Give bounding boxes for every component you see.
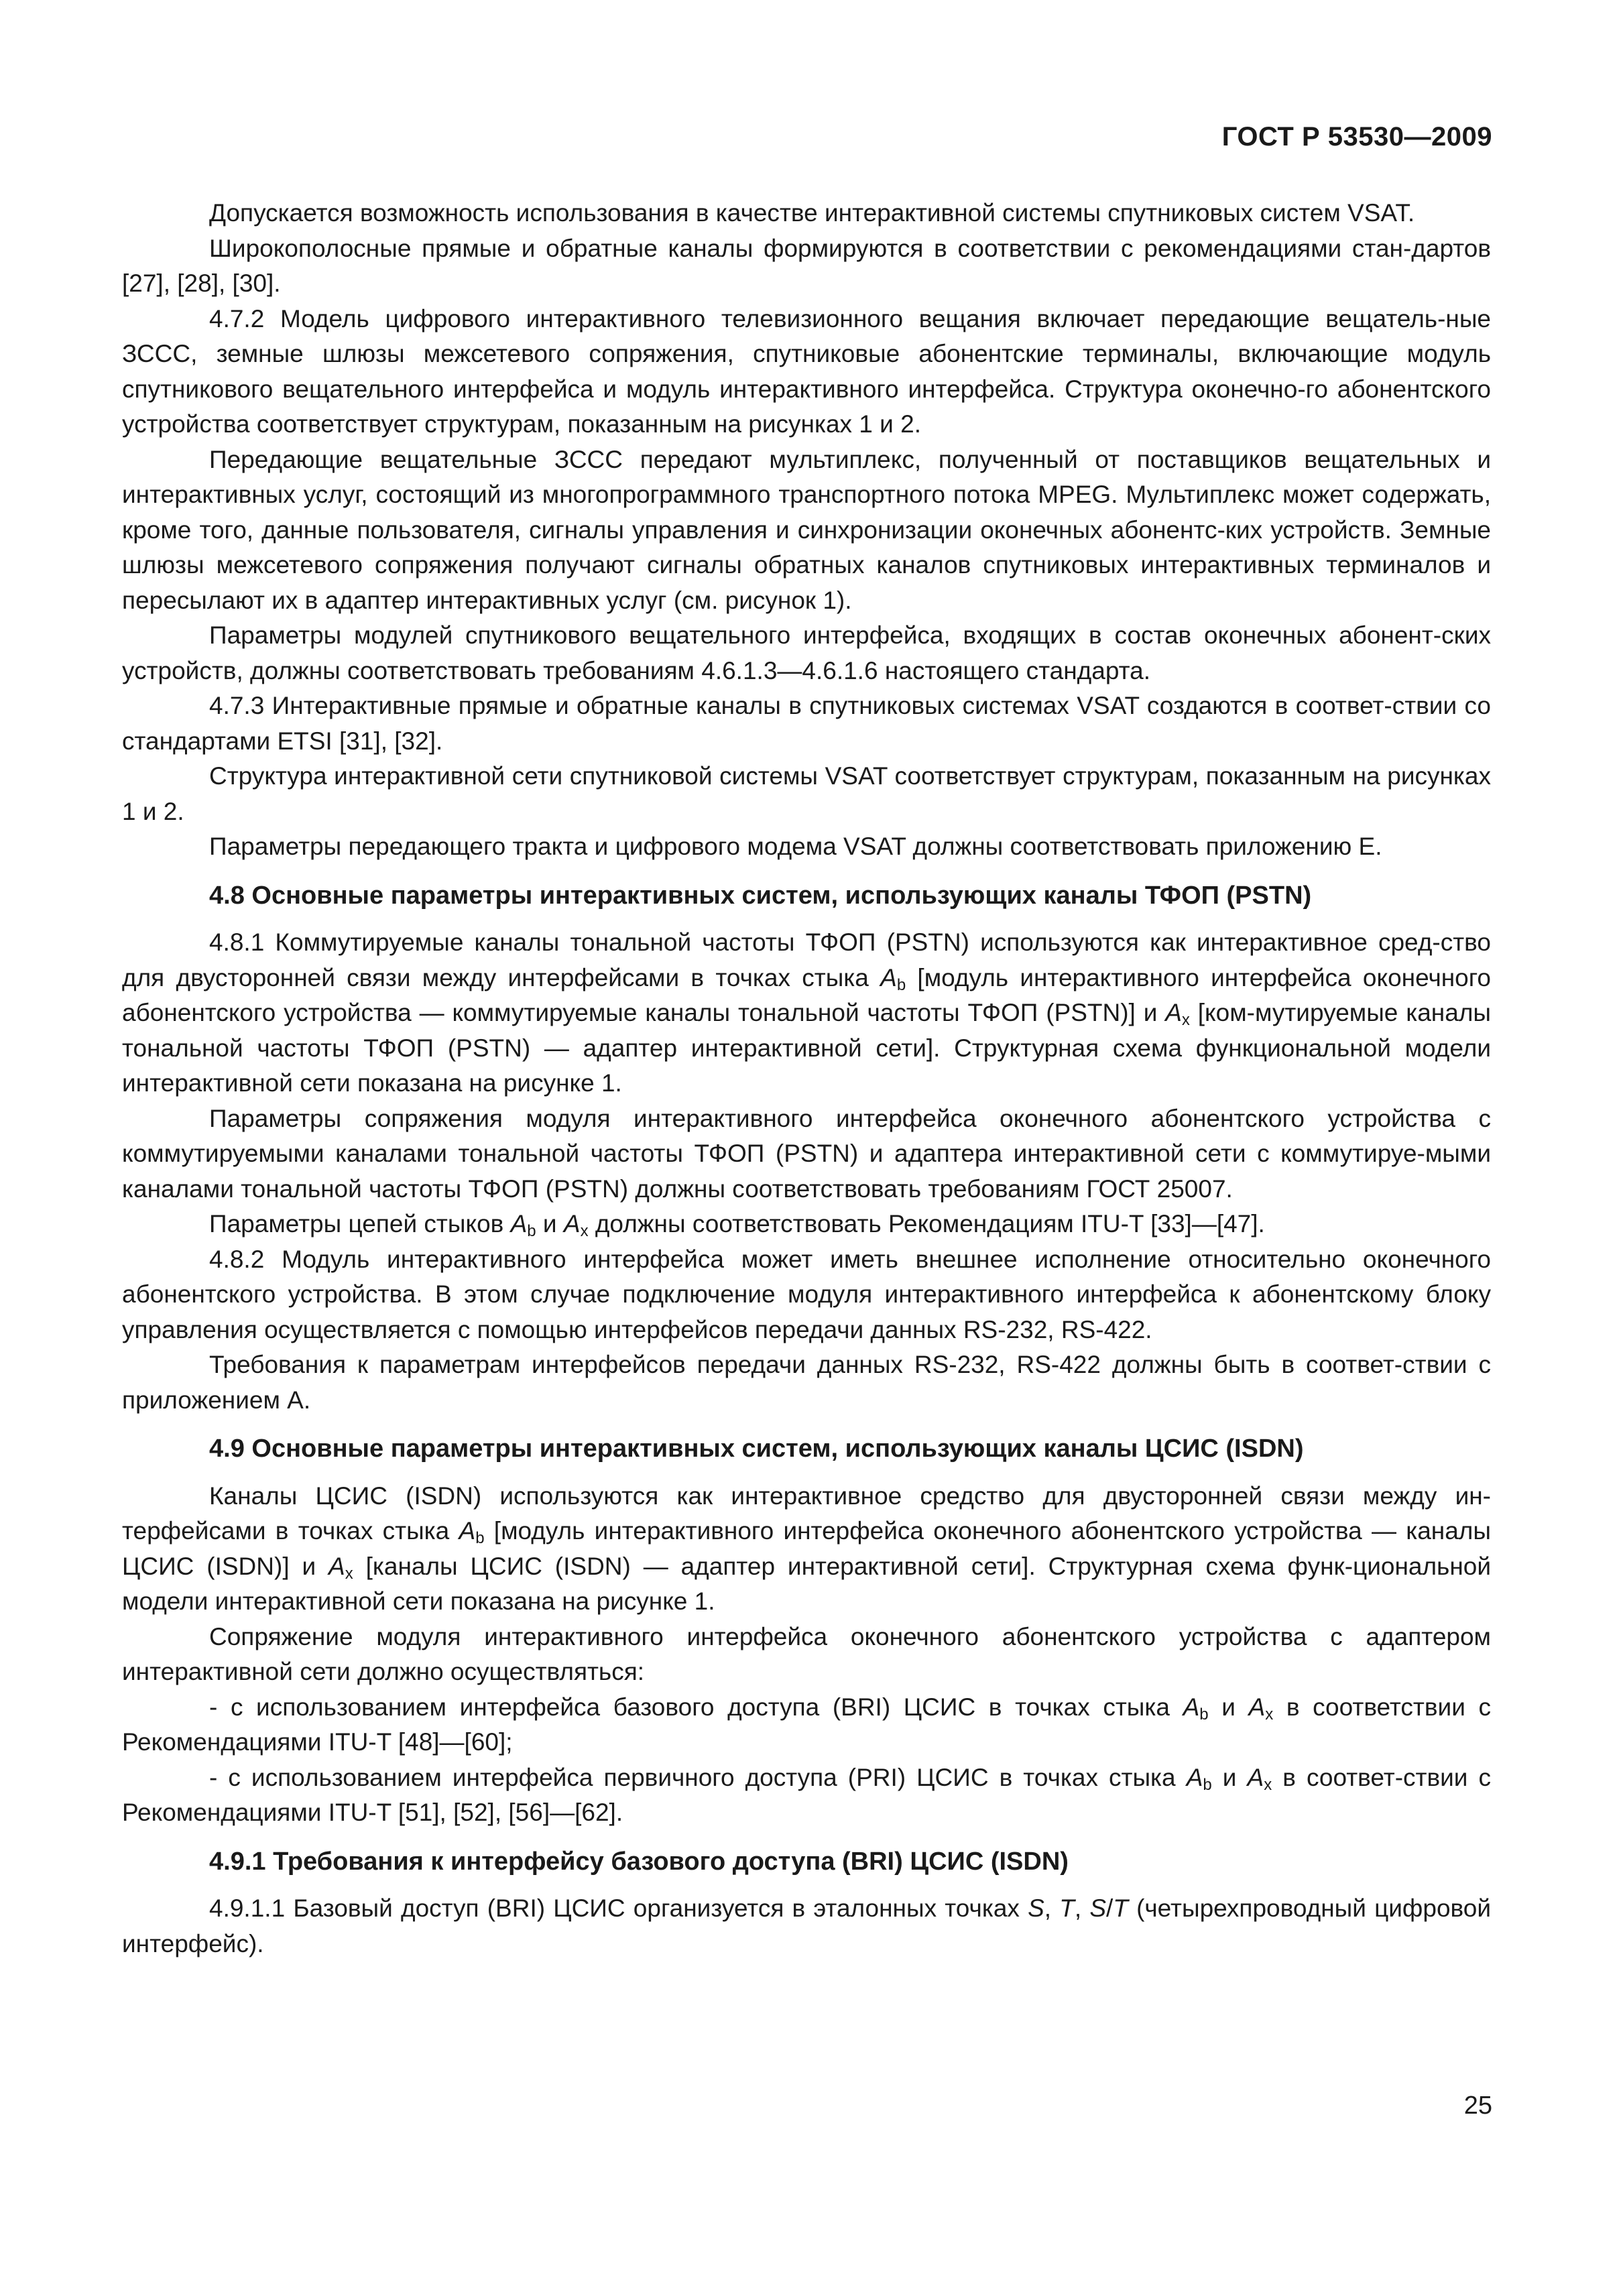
paragraph: 4.9.1.1 Базовый доступ (BRI) ЦСИС организуется в эталонных точках S, T, S/T (четырехпроводный цифровой интерфейс). [122, 1894, 1492, 1957]
section-heading-4-9-1: 4.9.1 Требования к интерфейсу базового доступа (BRI) ЦСИС (ISDN) [209, 1847, 1069, 1876]
paragraph: Параметры модулей спутникового вещательного интерфейса, входящих в состав оконечных абонент-ских устройств, должны соответствовать требованиям 4.6.1.3—4.6.1.6 настоящего стандарта. [122, 621, 1491, 684]
page-number: 25 [1463, 2092, 1492, 2120]
paragraph: 4.8.2 Модуль интерактивного интерфейса может иметь внешнее исполнение относительно оконечного абонентского устройства. В этом случае подключение модуля интерактивного интерфейса к абонентскому блоку управления осуществляется с помощью интерфейсов передачи данных RS-232, RS-422. [122, 1245, 1491, 1343]
section-heading-4-9: 4.9 Основные параметры интерактивных систем, использующих каналы ЦСИС (ISDN) [209, 1435, 1304, 1463]
document-body [122, 196, 1491, 1961]
paragraph: Каналы ЦСИС (ISDN) используются как интерактивное средство для двусторонней связи между ин-терфейсами в точках стыка $A_b$ [модуль интерактивного интерфейса оконечного абонентского устройства — каналы ЦСИС (ISDN)] и $A_x$ [каналы ЦСИС (ISDN) — адаптер интерактивной сети]. Структурная схема функ-циональной модели интерактивной сети показана на рисунке 1. [122, 1482, 1492, 1615]
paragraph: Параметры передающего тракта и цифрового модема VSAT должны соответствовать приложению Е. [209, 833, 1382, 860]
standard-header: ГОСТ Р 53530—2009 [1221, 122, 1492, 152]
paragraph: 4.8.1 Коммутируемые каналы тональной частоты ТФОП (PSTN) используются как интерактивное сред-ство для двусторонней связи между интерфейсами в точках стыка $A_b$ [модуль интерактивного интерфейса оконечного абонентского устройства — коммутируемые каналы тональной частоты ТФОП (PSTN)] и $A_x$ [ком-мутируемые каналы тональной частоты ТФОП (PSTN) — адаптер интерактивной сети]. Структурная схема функциональной модели интерактивной сети показана на рисунке 1. [122, 928, 1492, 1097]
paragraph: Допускается возможность использования в качестве интерактивной системы спутниковых систем VSAT. [209, 199, 1415, 227]
paragraph: Параметры цепей стыков $A_b$ и $A_x$ должны соответствовать Рекомендациям ITU-T [33]—[47]. [209, 1210, 1265, 1240]
paragraph: Передающие вещательные ЗССС передают мультиплекс, полученный от поставщиков вещательных и интерактивных услуг, состоящий из многопрограммного транспортного потока MPEG. Мультиплекс может содержать, кроме того, данные пользователя, сигналы управления и синхронизации оконечных абонентс-ких устройств. Земные шлюзы межсетевого сопряжения получают сигналы обратных каналов спутниковых интерактивных терминалов и пересылают их в адаптер интерактивных услуг (см. рисунок 1). [122, 445, 1491, 614]
paragraph: Широкополосные прямые и обратные каналы формируются в соответствии с рекомендациями стан-дартов [27], [28], [30]. [122, 234, 1491, 297]
list-item: - с использованием интерфейса первичного доступа (PRI) ЦСИС в точках стыка $A_b$ и $A_x$ в соответ-ствии с Рекомендациями ITU-T [51], [52], [56]—[62]. [122, 1763, 1492, 1826]
paragraph: Структура интерактивной сети спутниковой системы VSAT соответствует структурам, показанным на рисунках 1 и 2. [122, 762, 1491, 825]
paragraph: Требования к параметрам интерфейсов передачи данных RS-232, RS-422 должны быть в соответ-ствии с приложением А. [122, 1351, 1491, 1414]
list-item: - с использованием интерфейса базового доступа (BRI) ЦСИС в точках стыка $A_b$ и $A_x$ в соответствии с Рекомендациями ITU-T [48]—[60]; [122, 1693, 1491, 1756]
paragraph: Параметры сопряжения модуля интерактивного интерфейса оконечного абонентского устройства с коммутируемыми каналами тональной частоты ТФОП (PSTN) и адаптера интерактивной сети с коммутируе-мыми каналами тональной частоты ТФОП (PSTN) должны соответствовать требованиям ГОСТ 25007. [122, 1104, 1491, 1203]
paragraph: 4.7.3 Интерактивные прямые и обратные каналы в спутниковых системах VSAT создаются в соответ-ствии со стандартами ETSI [31], [32]. [122, 692, 1491, 755]
paragraph: Сопряжение модуля интерактивного интерфейса оконечного абонентского устройства с адаптером интерактивной сети должно осуществляться: [122, 1622, 1491, 1685]
section-heading-4-8: 4.8 Основные параметры интерактивных систем, использующих каналы ТФОП (PSTN) [209, 881, 1312, 910]
paragraph: 4.7.2 Модель цифрового интерактивного телевизионного вещания включает передающие вещатель-ные ЗССС, земные шлюзы межсетевого сопряжения, спутниковые абонентские терминалы, включающие модуль спутникового вещательного интерфейса и модуль интерактивного интерфейса. Структура оконечно-го абонентского устройства соответствует структурам, показанным на рисунках 1 и 2. [122, 304, 1491, 438]
